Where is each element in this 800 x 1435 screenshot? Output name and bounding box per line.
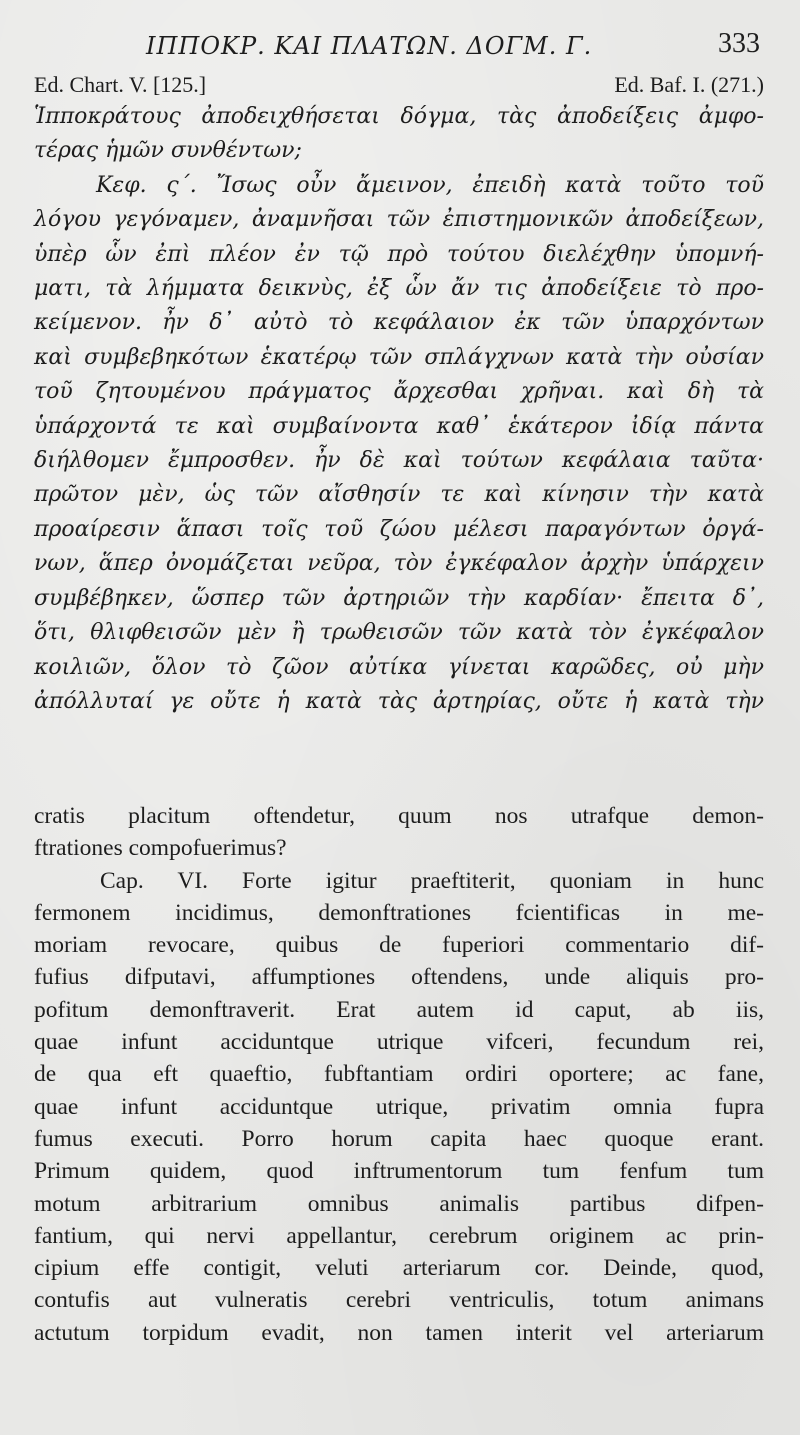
latin-line: motum arbitrarium omnibus animalis partibus difpen- xyxy=(34,1190,764,1217)
latin-line: actutum torpidum evadit, non tamen interit vel arteriarum xyxy=(34,1319,764,1346)
greek-line: Ἱπποκράτους ἀποδειχθήσεται δόγμα, τὰς ἀποδείξεις ἀμφο- xyxy=(34,104,764,129)
greek-line: συμβέβηκεν, ὥσπερ τῶν ἀρτηριῶν τὴν καρδίαν· ἔπειτα δ᾽, xyxy=(34,585,764,611)
greek-line: Κεφ. ς΄. Ἴσως οὖν ἄμεινον, ἐπειδὴ κατὰ τοῦτο τοῦ xyxy=(96,172,764,198)
edition-chartier: Ed. Chart. V. [125.] xyxy=(34,72,207,97)
greek-line: ὅτι, θλιφθεισῶν μὲν ἢ τρωθεισῶν τῶν κατὰ τὸν ἐγκέφαλον xyxy=(34,620,764,646)
latin-line: fantium, qui nervi appellantur, cerebrum originem ac prin- xyxy=(34,1222,764,1249)
latin-line: contufis aut vulneratis cerebri ventriculis, totum animans xyxy=(34,1287,764,1314)
greek-line: νων, ἅπερ ὀνομάζεται νεῦρα, τὸν ἐγκέφαλον ἀρχὴν ὑπάρχειν xyxy=(34,551,764,577)
latin-line: cratis placitum oftendetur, quum nos utrafque demon- xyxy=(34,803,764,829)
latin-line: pofitum demonftraverit. Erat autem id caput, ab iis, xyxy=(34,996,764,1023)
latin-line: moriam revocare, quibus de fuperiori commentario dif- xyxy=(34,932,764,959)
latin-line: fumus executi. Porro horum capita haec quoque erant. xyxy=(34,1125,764,1152)
greek-line: ὑπάρχοντά τε καὶ συμβαίνοντα καθ᾽ ἑκάτερον ἰδίᾳ πάντα xyxy=(34,413,764,439)
greek-line: καὶ συμβεβηκότων ἑκατέρῳ τῶν σπλάγχνων κατὰ τὴν οὐσίαν xyxy=(34,344,764,370)
greek-line: ὑπὲρ ὧν ἐπὶ πλέον ἐν τῷ πρὸ τούτου διελέχθην ὑπομνή- xyxy=(34,241,764,267)
latin-line: fufius difputavi, affumptiones oftendens, unde aliquis pro- xyxy=(34,964,764,991)
greek-line: προαίρεσιν ἅπασι τοῖς τοῦ ζώου μέλεσι παραγόντων ὀργά- xyxy=(34,516,764,542)
latin-line: quae infunt acciduntque utrique vifceri, fecundum rei, xyxy=(34,1029,764,1056)
page-number: 333 xyxy=(718,28,760,59)
greek-line: ματι, τὰ λήμματα δεικνὺς, ἐξ ὧν ἄν τις ἀποδείξειε τὸ προ- xyxy=(34,276,764,302)
greek-line: κοιλιῶν, ὅλον τὸ ζῶον αὐτίκα γίνεται καρῶδες, οὐ μὴν xyxy=(34,654,764,680)
latin-line: de qua eft quaeftio, fubftantiam ordiri oportere; ac fane, xyxy=(34,1061,764,1088)
latin-line: Primum quidem, quod inftrumentorum tum fenfum tum xyxy=(34,1158,764,1185)
latin-line: Cap. VI. Forte igitur praeftiterit, quoniam in hunc xyxy=(100,867,764,894)
running-head xyxy=(34,26,764,62)
greek-line: λόγου γεγόναμεν, ἀναμνῆσαι τῶν ἐπιστημονικῶν ἀποδείξεων, xyxy=(34,207,764,233)
edition-references xyxy=(34,72,764,102)
latin-line: cipium effe contigit, veluti arteriarum cor. Deinde, quod, xyxy=(34,1255,764,1282)
greek-line: ἀπόλλυταί γε οὔτε ἡ κατὰ τὰς ἀρτηρίας, οὔτε ἡ κατὰ τὴν xyxy=(34,688,764,714)
edition-basel: Ed. Baf. I. (271.) xyxy=(614,72,764,97)
latin-line: fermonem incidimus, demonftrationes fcientificas in me- xyxy=(34,899,764,926)
greek-line: κείμενον. ἦν δ᾽ αὐτὸ τὸ κεφάλαιον ἐκ τῶν ὑπαρχόντων xyxy=(34,310,764,336)
latin-line: ftrationes compofuerimus? xyxy=(34,835,287,862)
latin-text xyxy=(34,800,764,1349)
greek-line: τοῦ ζητουμένου πράγματος ἄρχεσθαι χρῆναι. καὶ δὴ τὰ xyxy=(34,379,764,405)
greek-line: πρῶτον μὲν, ὡς τῶν αἴσθησίν τε καὶ κίνησιν τὴν κατὰ xyxy=(34,482,764,508)
greek-line: τέρας ἡμῶν συνθέντων; xyxy=(34,138,302,164)
running-title: ΙΠΠΟΚΡ. ΚΑΙ ΠΛΑΤΩΝ. ΔΟΓΜ. Γ. xyxy=(146,32,593,60)
greek-text xyxy=(34,100,764,719)
latin-line: quae infunt acciduntque utrique, privatim omnia fupra xyxy=(34,1093,764,1120)
greek-line: διήλθομεν ἔμπροσθεν. ἦν δὲ καὶ τούτων κεφάλαια ταῦτα· xyxy=(34,448,764,474)
